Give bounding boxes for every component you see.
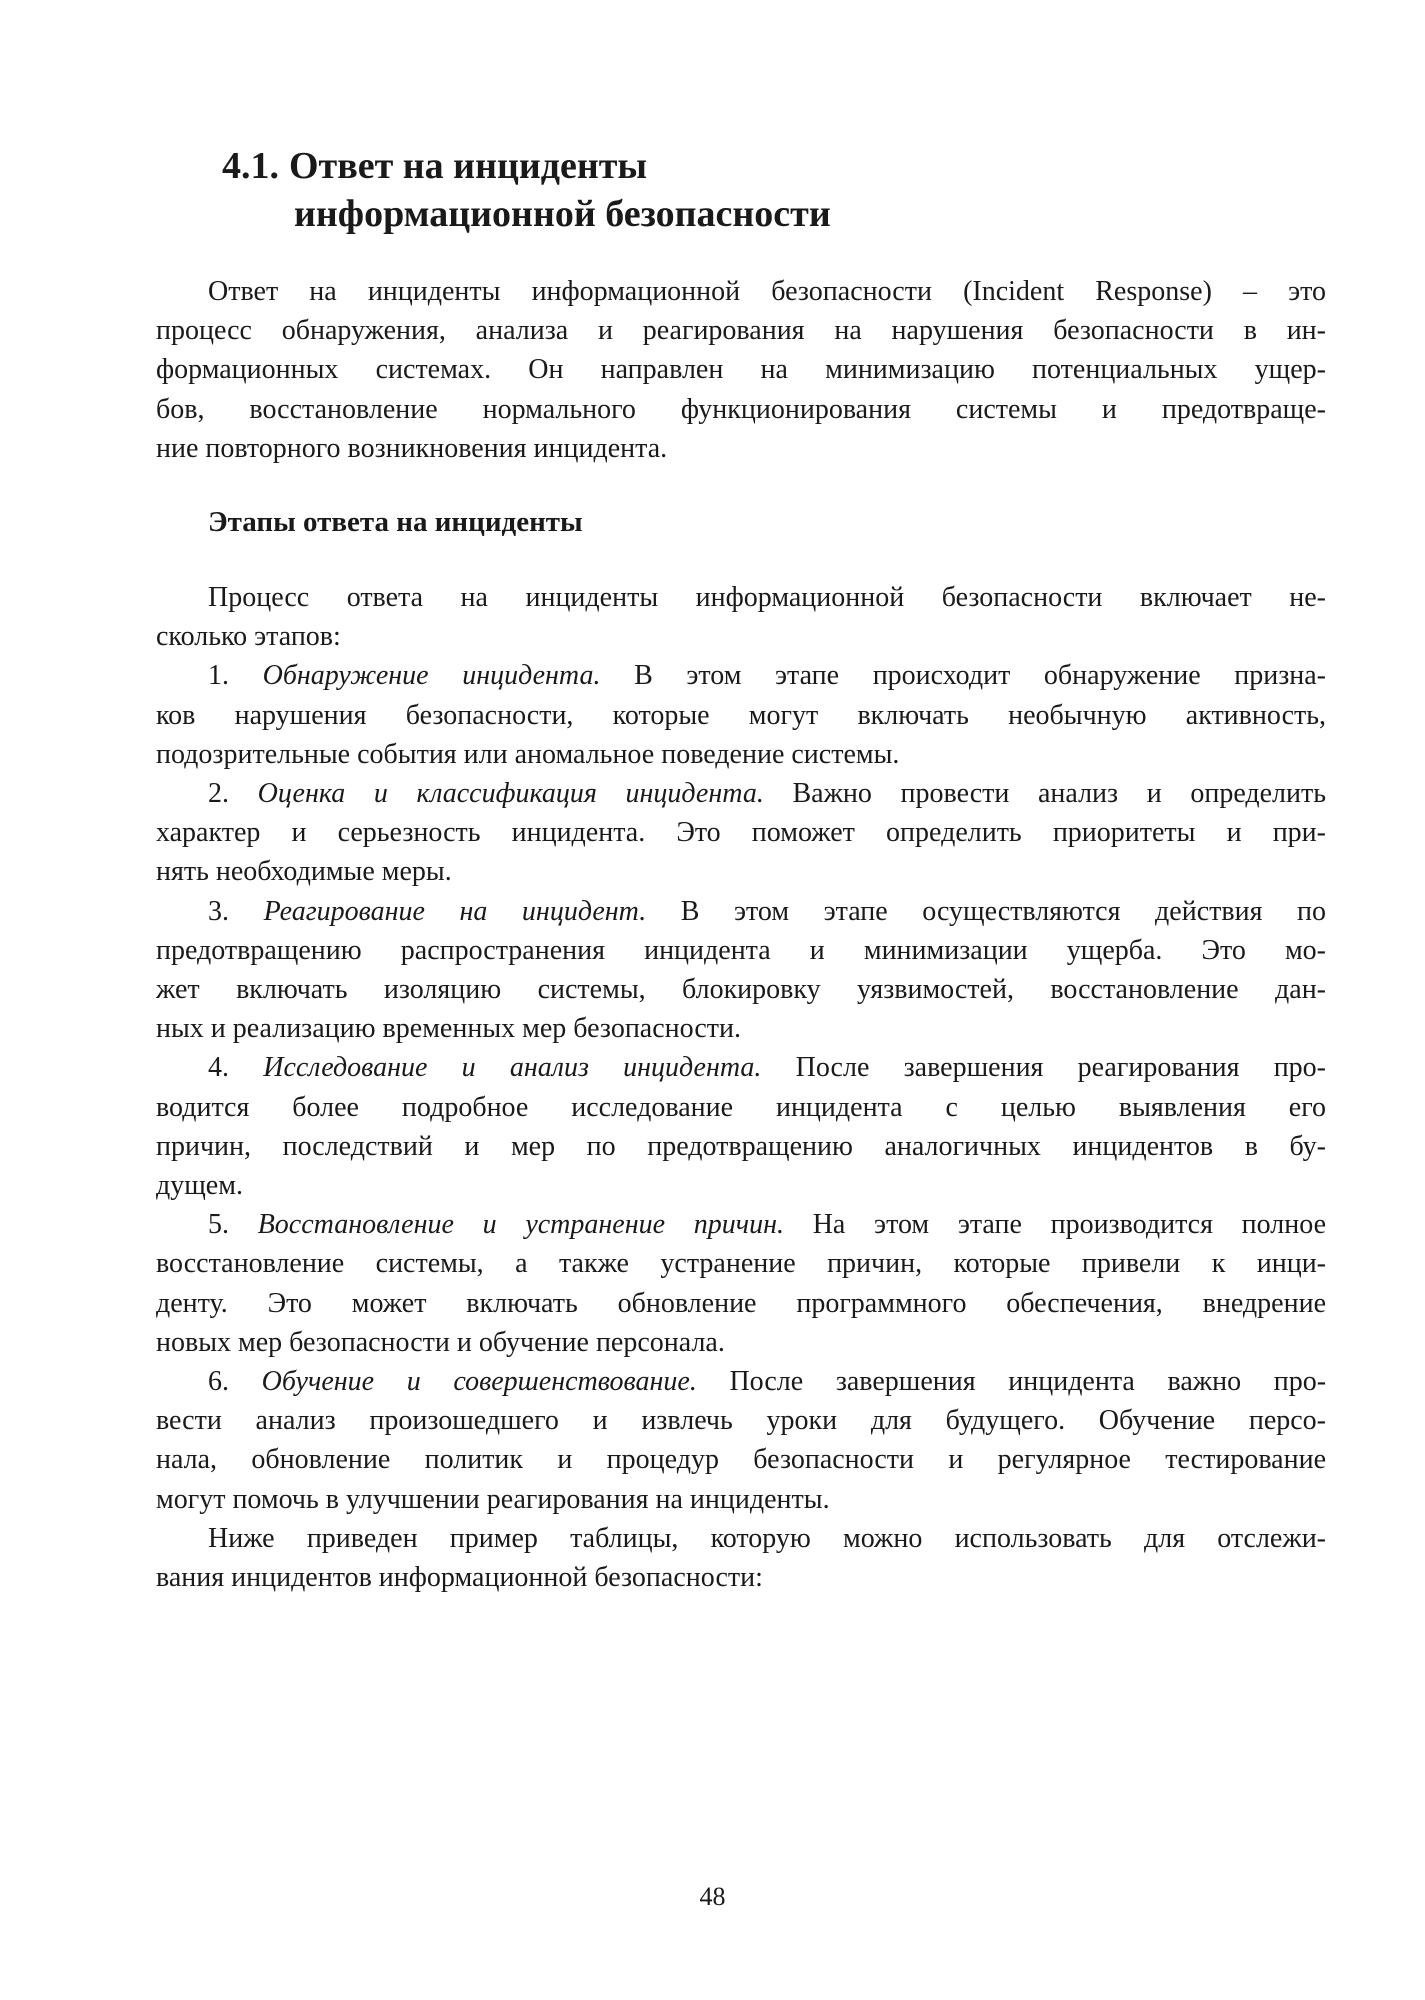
text-line: денту. Это может включать обновление программного обеспечения, внедрение (156, 1287, 1326, 1319)
stage-text: В этом этапе происходит обнаружение призна- (634, 660, 1327, 692)
stage-3-first-line (156, 892, 1326, 931)
text-line: водится более подробное исследование инцидента с целью выявления его (156, 1091, 1326, 1123)
text-line: Ниже приведен пример таблицы, которую можно использовать для отслежи- (208, 1522, 1326, 1554)
stage-number: 4. (208, 1052, 229, 1084)
stage-text: Важно провести анализ и определить (792, 778, 1327, 810)
text-line: предотвращению распространения инцидента и минимизации ущерба. Это мо- (156, 934, 1326, 966)
text-line: могут помочь в улучшении реагирования на инциденты. (156, 1483, 830, 1515)
stage-2-first-line (156, 774, 1326, 813)
subheading: Этапы ответа на инциденты (208, 506, 583, 538)
stage-number: 3. (208, 895, 229, 927)
stage-number: 2. (208, 778, 229, 810)
stage-text: После завершения инцидента важно про- (729, 1366, 1327, 1398)
stage-title: Исследование и анализ инцидента. (263, 1052, 762, 1084)
intro-paragraph (156, 272, 1326, 468)
text-line: ных и реализацию временных мер безопасности. (156, 1013, 741, 1045)
heading-line-2: информационной безопасности (294, 193, 831, 235)
stage-6-first-line (156, 1362, 1326, 1401)
stage-title: Обнаружение инцидента. (262, 660, 601, 692)
stage-number: 1. (208, 660, 229, 692)
text-line: жет включать изоляцию системы, блокировку уязвимостей, восстановление дан- (156, 974, 1326, 1006)
heading-text-1: Ответ на инциденты (289, 145, 648, 187)
stage-title: Оценка и классификация инцидента. (257, 778, 764, 810)
stage-4-first-line (156, 1048, 1326, 1087)
text-line: новых мер безопасности и обучение персонала. (156, 1326, 725, 1358)
text-line: ние повторного возникновения инцидента. (156, 432, 668, 464)
text-line: процесс обнаружения, анализа и реагирования на нарушения безопасности в ин- (156, 315, 1326, 347)
text-line: подозрительные события или аномальное поведение системы. (156, 738, 900, 770)
text-line: восстановление системы, а также устранение причин, которые привели к инци- (156, 1248, 1326, 1280)
text-line: сколько этапов: (156, 621, 341, 653)
stage-5-first-line (156, 1205, 1326, 1244)
text-line: ков нарушения безопасности, которые могут включать необычную активность, (156, 699, 1326, 731)
text-line: Процесс ответа на инциденты информационной безопасности включает не- (208, 582, 1326, 613)
stage-number: 5. (208, 1209, 229, 1241)
text-line: нять необходимые меры. (156, 856, 452, 888)
text-line: бов, восстановление нормального функционирования системы и предотвраще- (156, 393, 1326, 425)
stage-title: Реагирование на инцидент. (263, 895, 647, 927)
text-line: вести анализ произошедшего и извлечь уроки для будущего. Обучение персо- (156, 1405, 1326, 1437)
stages-body (156, 578, 1326, 1597)
stage-text: На этом этапе производится полное (812, 1209, 1327, 1241)
text-line: дущем. (156, 1170, 243, 1202)
text-line: Ответ на инциденты информационной безопасности (Incident Response) – это (208, 276, 1326, 307)
stage-text: В этом этапе осуществляются действия по (680, 895, 1326, 927)
text-line: формационных системах. Он направлен на минимизацию потенциальных ущер- (156, 354, 1326, 386)
text-line: вания инцидентов информационной безопасности: (156, 1562, 763, 1594)
page-number: 48 (699, 1882, 726, 1911)
stage-title: Восстановление и устранение причин. (257, 1209, 784, 1241)
text-line: характер и серьезность инцидента. Это поможет определить приоритеты и при- (156, 817, 1326, 849)
stage-text: После завершения реагирования про- (795, 1052, 1326, 1084)
section-heading (222, 142, 831, 238)
text-line: нала, обновление политик и процедур безопасности и регулярное тестирование (156, 1444, 1326, 1476)
stage-title: Обучение и совершенствование. (261, 1366, 697, 1398)
text-line: причин, последствий и мер по предотвращению аналогичных инцидентов в бу- (156, 1130, 1326, 1162)
stage-1-first-line (156, 656, 1326, 695)
heading-line-1 (222, 142, 831, 190)
section-number: 4.1. (222, 145, 279, 187)
stage-number: 6. (208, 1366, 229, 1398)
